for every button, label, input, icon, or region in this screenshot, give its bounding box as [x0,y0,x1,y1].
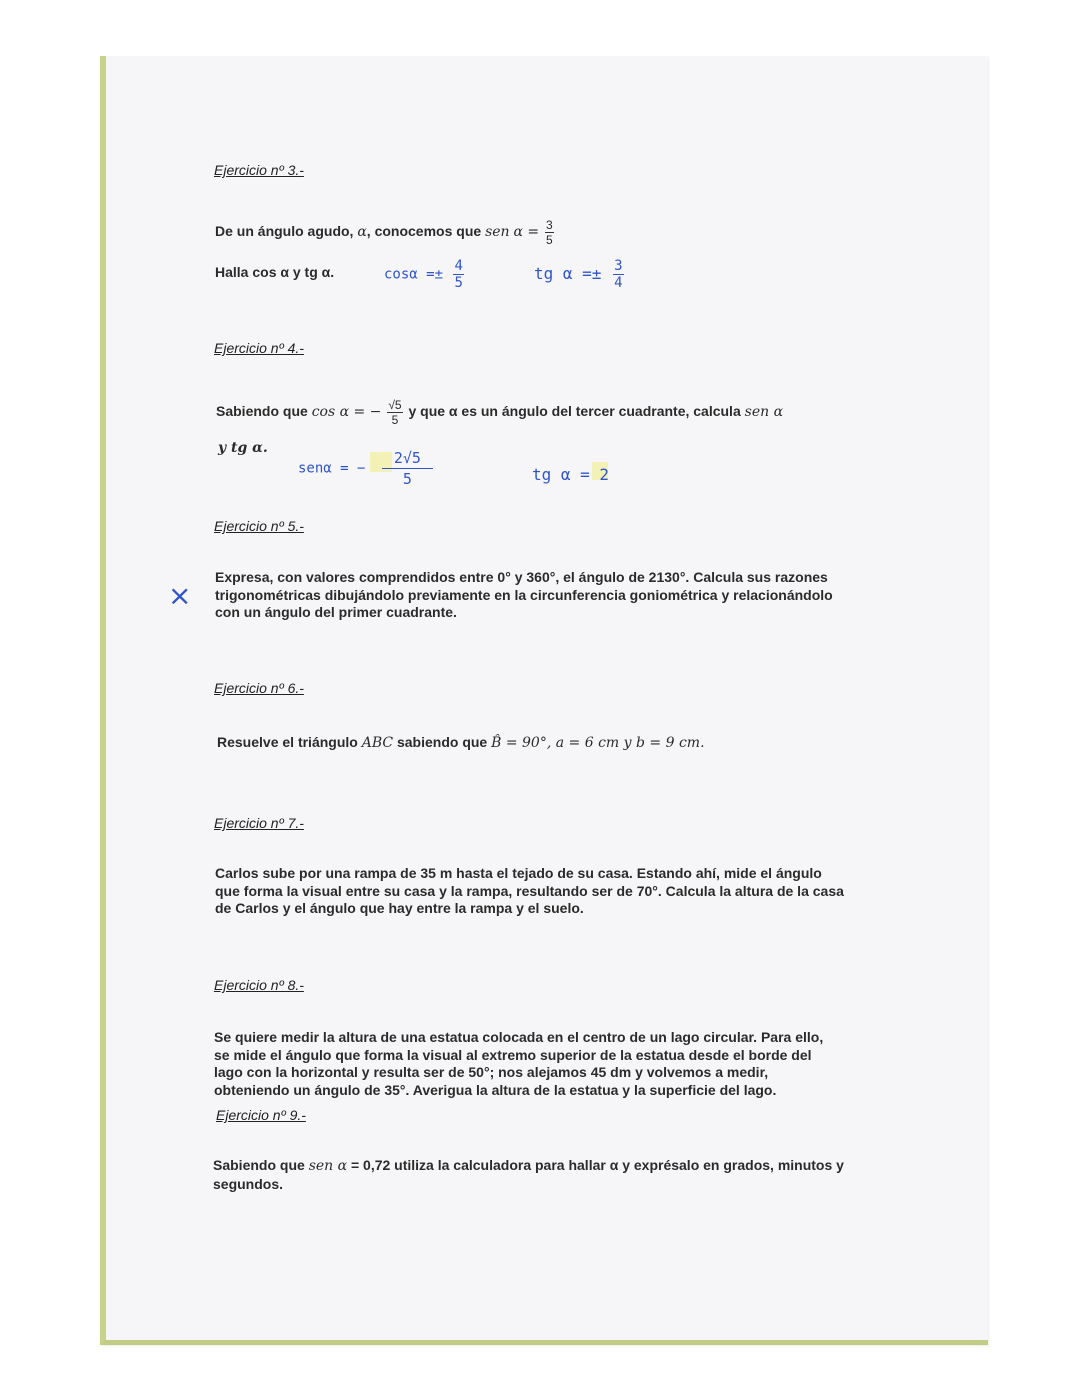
ex3-answer-cos-label: cosα =± [384,266,444,283]
ex4-line2: y tg α. [218,440,268,456]
ex4-answer-sen-fraction [382,448,433,489]
ex3-line2: Halla cos α y tg α. [215,264,335,280]
ex4-pre: Sabiendo que [216,403,308,420]
ex7-heading: Ejercicio nº 7.- [214,815,304,831]
ex4-num: √5 [388,398,402,412]
ex4-answer-sen-label: senα = − [298,460,366,477]
ex3-line1-mid: conocemos que [374,223,482,240]
ex5-line-3: con un ángulo del primer cuadrante. [215,604,457,620]
ex5-cross-mark: × [168,579,192,612]
ex6-heading: Ejercicio nº 6.- [214,680,304,696]
ex7-line-1: Carlos sube por una rampa de 35 m hasta el tejado de su casa. Estando ahí, mide el ángulo [215,865,822,881]
ex4-fraction [387,398,402,427]
ex5-line-2: trigonométricas dibujándolo previamente en la circunferencia goniométrica y relacionándolo [215,586,833,603]
ex4-heading: Ejercicio nº 4.- [214,340,304,356]
ex9-pre: Sabiendo que [213,1157,305,1173]
ex9-sen: sen α [308,1158,348,1174]
ex3-answer-cos-fraction [453,258,463,291]
ex6-line [217,734,705,751]
ex9-post: = 0,72 utiliza la calculadora para hallar α y exprésalo en grados, minutos y [350,1157,844,1173]
ex8-heading: Ejercicio nº 8.- [214,977,304,993]
ex8-body [214,1029,878,1099]
ex9-line-1 [213,1157,877,1176]
ex4-line1 [216,398,783,427]
ex9-body [213,1157,877,1193]
ex4-answer-sen-num: 2√5 [382,448,433,469]
ex3-answer-cos-num: 4 [454,258,463,274]
ex4-answer-sen [298,448,435,489]
ex4-cos: cos α = − [311,404,382,421]
ex3-alpha: α [357,224,367,241]
ex3-answer-tg-den: 4 [614,275,623,291]
ex3-answer-cos-den: 5 [454,275,463,291]
ex6-abc: ABC [361,735,394,751]
ex8-line-3: lago con la horizontal y resulta ser de 50°; nos alejamos 45 dm y volvemos a medir, [214,1064,769,1080]
ex3-answer-tg-num: 3 [614,258,623,274]
ex4-answer-sen-den: 5 [402,470,412,488]
ex3-den: 5 [545,233,553,247]
ex7-body [215,865,879,918]
ex3-line1-pre: De un ángulo agudo, [215,223,354,240]
ex3-fraction [545,218,554,247]
ex4-post: y que α es un ángulo del tercer cuadrante, calcula [408,403,741,420]
paper-sheet [100,56,988,1345]
ex8-line-1: Se quiere medir la altura de una estatua colocada en el centro de un lago circular. Para ello, [214,1029,824,1045]
ex3-answer-cos [384,258,466,291]
ex8-line-4: obteniendo un ángulo de 35°. Averigua la altura de la estatua y la superficie del lago. [214,1081,777,1098]
ex5-body [215,569,885,622]
ex3-line1: De un ángulo agudo, α, conocemos que sen α = $\frac{3}{5}$ [215,218,553,247]
ex3-answer-tg-label: tg α =± [534,264,602,283]
ex6-cond: B̂ = 90°, a = 6 cm y b = 9 cm. [491,735,705,751]
ex4-sen-alpha: sen α [744,404,784,421]
ex4-den: 5 [391,413,399,427]
ex3-heading: Ejercicio nº 3.- [214,162,304,178]
ex8-line-2: se mide el ángulo que forma la visual al extremo superior de la estatua desde el borde del [214,1046,812,1063]
ex3-sen: sen [485,224,510,241]
ex9-line-2: segundos. [213,1175,284,1192]
ex9-heading: Ejercicio nº 9.- [216,1107,306,1123]
ex6-pre: Resuelve el triángulo [217,734,358,750]
ex3-eq: α = [513,224,540,241]
ex3-num: 3 [545,218,553,232]
ex3-answer-tg-fraction [613,258,623,291]
ex4-answer-tg: tg α = 2 [532,465,610,484]
ex7-line-2: que forma la visual entre su casa y la rampa, resultando ser de 70°. Calcula la altura de la casa [215,882,844,899]
ex5-line-1: Expresa, con valores comprendidos entre 0° y 360°, el ángulo de 2130°. Calcula sus razones [215,569,828,585]
ex3-answer-tg [534,258,626,291]
ex6-mid: sabiendo que [396,734,488,750]
ex5-heading: Ejercicio nº 5.- [214,518,304,534]
ex7-line-3: de Carlos y el ángulo que hay entre la rampa y el suelo. [215,900,584,916]
